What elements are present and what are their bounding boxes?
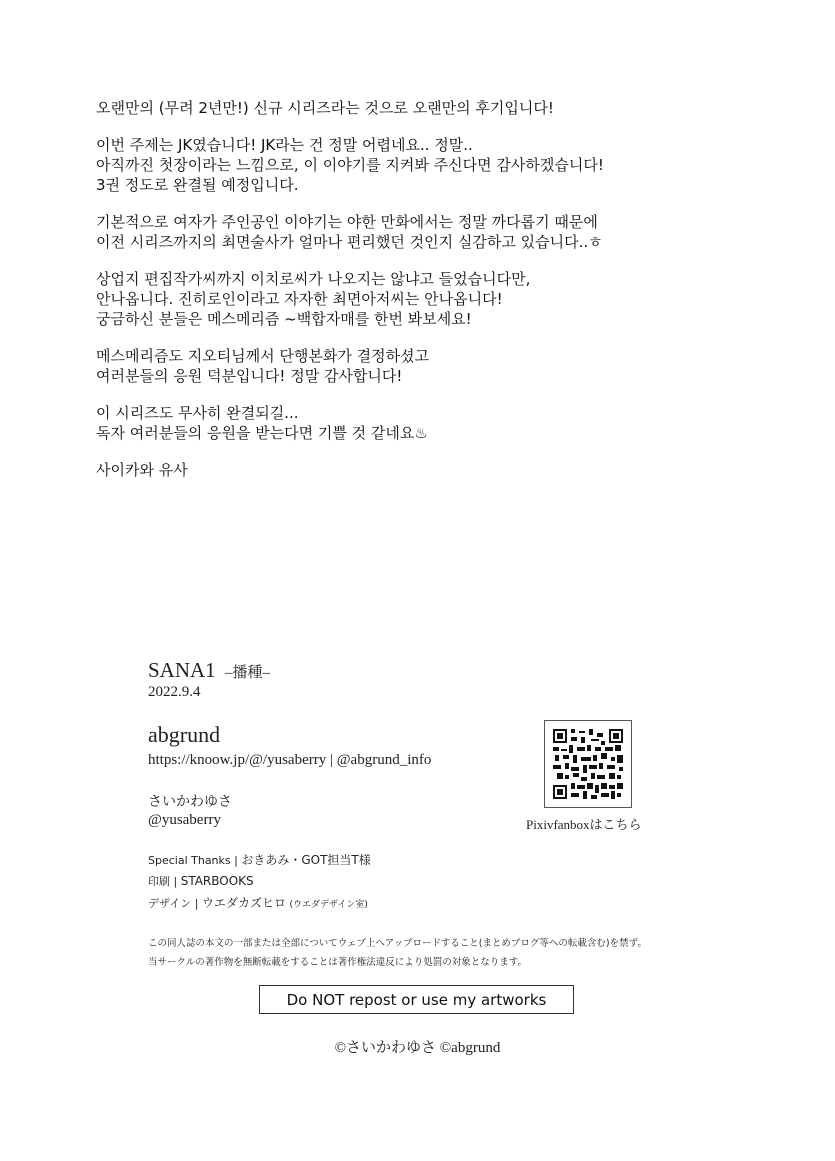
afterword-text bbox=[96, 98, 716, 497]
afterword-line: 이번 주제는 JK였습니다! JK라는 건 정말 어렵네요.. 정말.. bbox=[96, 136, 473, 154]
copyright-notice-line: 当サークルの著作物を無断転載をすることは著作権法違反により処罰の対象となります。 bbox=[148, 957, 527, 968]
author-name: さいかわゆさ bbox=[148, 794, 232, 810]
afterword-line: 오랜만의 (무려 2년만!) 신규 시리즈라는 것으로 오랜만의 후기입니다! bbox=[96, 99, 554, 117]
afterword-line: 사이카와 유사 bbox=[96, 461, 188, 479]
qr-code-icon bbox=[544, 720, 632, 808]
qr-caption: Pixivfanboxはこちら bbox=[526, 817, 642, 832]
publication-date: 2022.9.4 bbox=[148, 684, 201, 700]
afterword-paragraph bbox=[96, 212, 716, 252]
afterword-signature bbox=[96, 460, 716, 480]
afterword-line: 이 시리즈도 무사히 완결되길... bbox=[96, 404, 299, 422]
credit-note: (ウエダデザイン室) bbox=[289, 900, 368, 910]
afterword-line: 아직까진 첫장이라는 느낌으로, 이 이야기를 지켜봐 주신다면 감사하겠습니다! bbox=[96, 156, 604, 174]
credit-value: STARBOOKS bbox=[180, 874, 254, 888]
book-title bbox=[148, 658, 270, 683]
afterword-paragraph bbox=[96, 269, 716, 329]
afterword-line: 기본적으로 여자가 주인공인 이야기는 야한 만화에서는 정말 까다롭기 때문에 bbox=[96, 213, 598, 231]
credit-value: おきあみ・GOT担当T様 bbox=[241, 853, 371, 867]
book-title-main: SANA1 bbox=[148, 658, 216, 682]
afterword-line: 상업지 편집작가씨까지 이치로씨가 나오지는 않냐고 들었습니다만, bbox=[96, 270, 531, 288]
credit-separator: | bbox=[173, 875, 181, 888]
circle-links: https://knoow.jp/@/yusaberry | @abgrund_info bbox=[148, 752, 432, 768]
afterword-paragraph bbox=[96, 403, 716, 443]
copyright-line: ©さいかわゆさ ©abgrund bbox=[334, 1040, 501, 1056]
credit-label: 印刷 bbox=[148, 875, 170, 888]
credit-label: Special Thanks bbox=[148, 854, 231, 867]
author-handle: @yusaberry bbox=[148, 812, 221, 828]
afterword-line: 여러분들의 응원 덕분입니다! 정말 감사합니다! bbox=[96, 367, 403, 385]
afterword-paragraph bbox=[96, 346, 716, 386]
qr-code-graphic bbox=[553, 729, 623, 799]
credit-design bbox=[148, 894, 368, 911]
credit-value: ウエダカズヒロ bbox=[201, 896, 286, 910]
credit-label: デザイン bbox=[148, 897, 192, 910]
credit-printing bbox=[148, 873, 254, 889]
afterword-line: 궁금하신 분들은 메스메리즘 ~백합자매를 한번 봐보세요! bbox=[96, 310, 472, 328]
afterword-line: 독자 여러분들의 응원을 받는다면 기쁠 것 같네요♨ bbox=[96, 424, 428, 442]
afterword-line: 3권 정도로 완결될 예정입니다. bbox=[96, 176, 299, 194]
afterword-line: 메스메리즘도 지오티님께서 단행본화가 결정하셨고 bbox=[96, 347, 430, 365]
credit-separator: | bbox=[194, 897, 202, 910]
repost-warning-box bbox=[259, 985, 574, 1014]
afterword-line: 이전 시리즈까지의 최면술사가 얼마나 편리했던 것인지 실감하고 있습니다..ㅎ bbox=[96, 233, 603, 251]
afterword-paragraph bbox=[96, 98, 716, 118]
afterword-line: 안나옵니다. 진히로인이라고 자자한 최면아저씨는 안나옵니다! bbox=[96, 290, 503, 308]
repost-warning-text: Do NOT repost or use my artworks bbox=[286, 990, 547, 1009]
afterword-paragraph bbox=[96, 135, 716, 195]
copyright-notice-line: この同人誌の本文の一部または全部についてウェブ上へアップロードすること(まとめブログ等への転載含む)を禁ず。 bbox=[148, 938, 647, 949]
circle-name: abgrund bbox=[148, 722, 221, 747]
book-subtitle: –播種– bbox=[224, 665, 270, 681]
credit-special-thanks bbox=[148, 851, 371, 868]
credit-separator: | bbox=[234, 854, 242, 867]
